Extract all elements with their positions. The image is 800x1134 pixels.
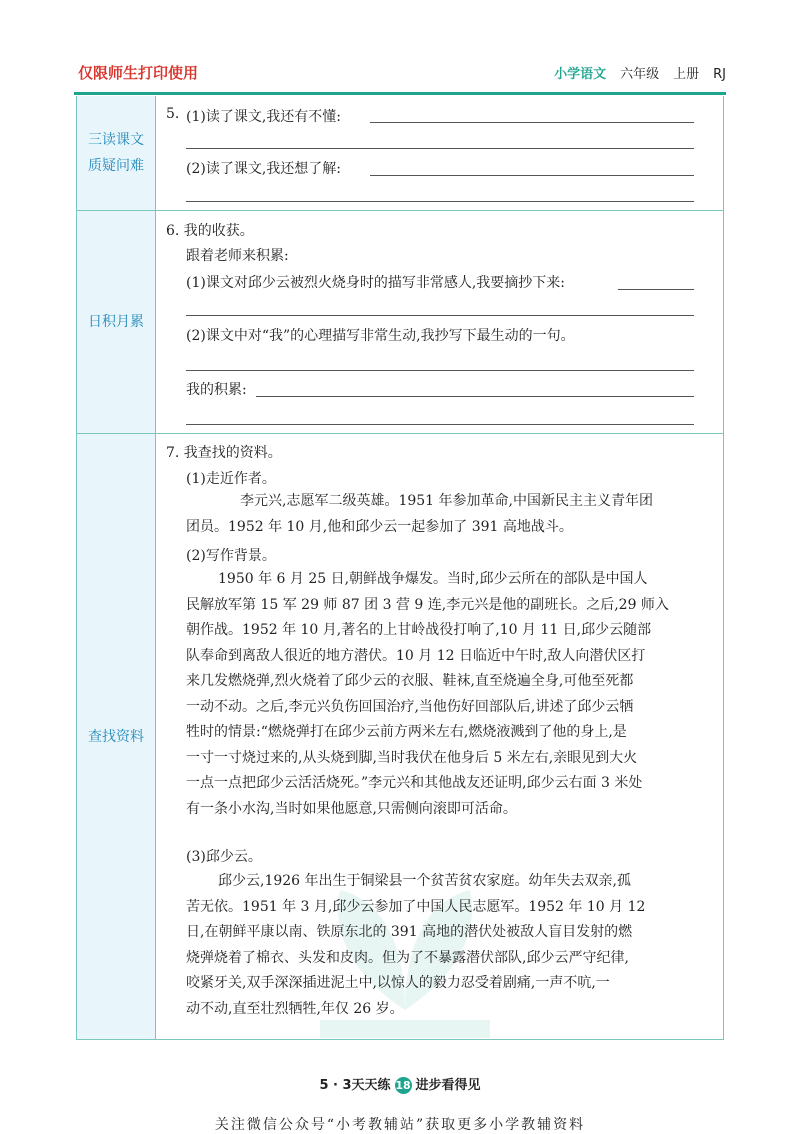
answer-line[interactable] <box>186 148 694 149</box>
paragraph-author <box>186 489 712 540</box>
page-header <box>0 0 800 96</box>
prompt-want-to-know: (2)读了课文,我还想了解: <box>186 161 341 177</box>
text-line: 邱少云,1926 年出生于铜梁县一个贫苦贫农家庭。幼年失去双亲,孤 <box>218 873 631 889</box>
text-line: 牲时的情景:“燃烧弹打在邱少云前方两米左右,燃烧液溅到了他的身上,是 <box>186 724 627 740</box>
text-line: 队奉命到离敌人很近的地方潜伏。10 月 12 日临近中午时,敌人向潜伏区打 <box>186 647 646 664</box>
answer-line[interactable] <box>186 315 694 316</box>
answer-line[interactable] <box>186 370 694 371</box>
text-line: 朝作战。1952 年 10 月,著名的上甘岭战役打响了,10 月 11 日,邱少云随部 <box>186 622 652 638</box>
text-line: 动不动,直至壮烈牺牲,年仅 26 岁。 <box>186 1000 404 1017</box>
paragraph-qiu-shaoyun <box>186 869 698 1022</box>
text-line: 团员。1952 年 10 月,他和邱少云一起参加了 391 高地战斗。 <box>186 518 573 535</box>
accumulation-intro: 跟着老师来积累: <box>186 248 289 264</box>
worksheet-table <box>76 96 724 1040</box>
text-line: 民解放军第 15 军 29 师 87 团 3 营 9 连,李元兴是他的副班长。之后,29 师入 <box>186 596 669 613</box>
section-label-question <box>77 96 156 210</box>
text-line: 1950 年 6 月 25 日,朝鲜战争爆发。当时,邱少云所在的部队是中国人 <box>218 571 648 587</box>
text-line: 烧弹烧着了棉衣、头发和皮肉。但为了不暴露潜伏部队,邱少云严守纪律, <box>186 949 629 966</box>
section-label-line1: 三读课文 <box>88 132 144 148</box>
question-title-7: 7. 我查找的资料。 <box>166 445 282 461</box>
text-line: 李元兴,志愿军二级英雄。1951 年参加革命,中国新民主主义青年团 <box>240 493 653 509</box>
question-title-6: 6. 我的收获。 <box>166 223 254 239</box>
text-line: 咬紧牙关,双手深深插进泥土中,以惊人的毅力忍受着剧痛,一声不吭,一 <box>186 975 610 991</box>
heading-author: (1)走近作者。 <box>186 471 276 487</box>
section-accumulation <box>77 210 723 433</box>
text-line: 有一条小水沟,当时如果他愿意,只需侧向滚即可活命。 <box>186 800 517 817</box>
section-question-reading <box>77 96 723 210</box>
text-line: 来几发燃烧弹,烈火烧着了邱少云的衣服、鞋袜,直至烧遍全身,可他至死都 <box>186 673 634 689</box>
term-label: 上册 <box>673 67 700 82</box>
answer-line[interactable] <box>370 175 694 176</box>
footer-brand: 5 · 3天天练 <box>319 1078 391 1093</box>
print-notice: 仅限师生打印使用 <box>78 64 199 82</box>
heading-background: (2)写作背景。 <box>186 548 276 564</box>
subject-label: 小学语文 <box>554 67 607 82</box>
page-number-badge: 18 <box>395 1079 411 1092</box>
answer-line[interactable] <box>370 122 694 123</box>
section-label-accumulation: 日积月累 <box>77 211 156 433</box>
text-line: 日,在朝鲜平康以南、铁原东北的 391 高地的潜伏处被敌人盲目发射的燃 <box>186 924 633 940</box>
text-line: 苦无依。1951 年 3 月,邱少云参加了中国人民志愿军。1952 年 10 月 12 <box>186 898 646 915</box>
text-line: 一寸一寸烧过来的,从头烧到脚,当时我伏在他身后 5 米左右,亲眼见到大火 <box>186 749 638 766</box>
prompt-copy-description: (1)课文对邱少云被烈火烧身时的描写非常感人,我要摘抄下来: <box>186 275 565 291</box>
answer-line[interactable] <box>618 289 694 290</box>
section-content-accumulation <box>156 211 723 433</box>
section-label-line2: 质疑问难 <box>88 158 144 174</box>
prompt-copy-sentence: (2)课文中对“我”的心理描写非常生动,我抄写下最生动的一句。 <box>186 328 575 344</box>
prompt-not-understood: (1)读了课文,我还有不懂: <box>186 109 341 125</box>
text-line: 一点一点把邱少云活活烧死。”李元兴和其他战友还证明,邱少云右面 3 米处 <box>186 775 643 791</box>
book-info <box>554 63 726 82</box>
section-research <box>77 433 723 1039</box>
answer-line[interactable] <box>186 424 694 425</box>
section-label-research: 查找资料 <box>77 434 156 1039</box>
section-content-question <box>156 96 723 210</box>
footer-slogan: 进步看得见 <box>415 1078 481 1093</box>
my-accumulation-label: 我的积累: <box>186 382 247 398</box>
answer-line[interactable] <box>256 396 694 397</box>
heading-qiu-shaoyun: (3)邱少云。 <box>186 849 262 865</box>
header-divider <box>74 92 726 95</box>
wechat-note: 关注微信公众号“小考教辅站”获取更多小学教辅资料 <box>214 1117 586 1133</box>
grade-label: 六年级 <box>620 67 660 82</box>
question-number-5: 5. <box>166 106 180 122</box>
section-content-research <box>156 434 723 1039</box>
page-footer <box>0 1074 800 1094</box>
edition-label: RJ <box>713 67 726 82</box>
paragraph-background <box>186 567 698 822</box>
answer-line[interactable] <box>186 201 694 202</box>
text-line: 一动不动。之后,李元兴负伤回国治疗,当他伤好回部队后,讲述了邱少云牺 <box>186 698 634 715</box>
